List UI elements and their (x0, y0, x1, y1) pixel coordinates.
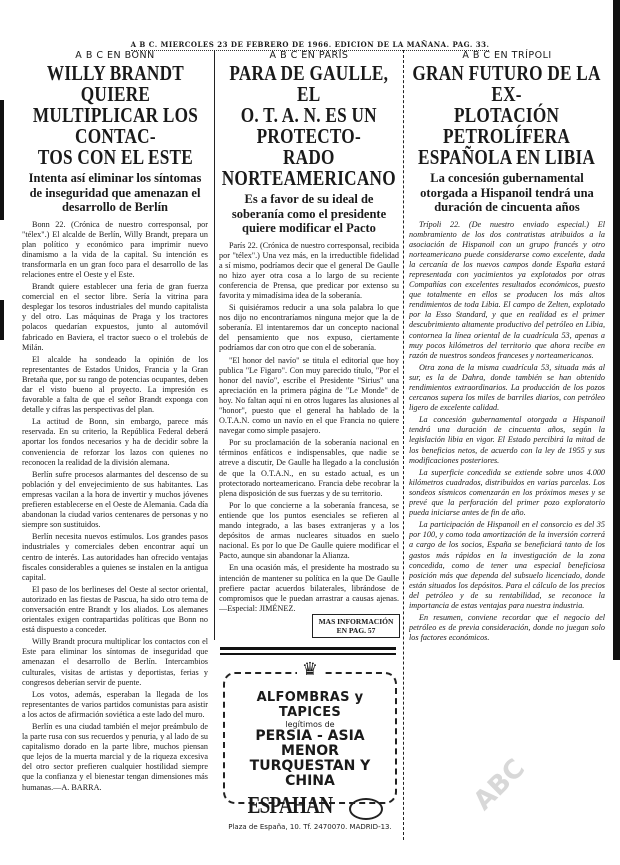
paragraph: Willy Brandt procura multiplicar los contactos con el Este para eliminar los síntomas de inseguridad que amenazan el desarrollo de Berlín. Intercambios culturales, visitas de artistas y deportistas, ferias y congresos deberían servir de puente. (22, 637, 208, 687)
divider-rule (220, 653, 396, 655)
paragraph: La participación de Hispanoil en el consorcio es del 35 por 100, y como toda amortización de la inversión correrá a cargo de los socios, España se beneficiará tanto de los gastos más rápidos en la investigación de la zona concedida, como de tener una especial beneficiosa posición más que dependa del subsuelo licenciado, donde están situados los depósitos. Para el cálculo de los precios del petróleo y de su rentabilidad, se reconoce la importancia de estas ventajas para nuestra industria. (409, 520, 605, 610)
article-headline (219, 63, 399, 189)
scan-edge-right (613, 0, 620, 660)
ad-line: TURQUESTAN Y CHINA (249, 758, 371, 789)
paragraph: Berlín sufre procesos alarmantes del descenso de su población y del envejecimiento de sus habitantes. Las empresas vacilan a la hora de invertir y muchos jóvenes prefieren establecerse en el Oeste de Alemania. Cada día abandonan la ciudad varios centenares de personas y no siempre son sustituidos. (22, 469, 208, 530)
article-bonn (22, 50, 208, 852)
headline-line: PARA DE GAULLE, EL (229, 61, 389, 106)
scan-edge-left (0, 100, 4, 220)
headline-line: RADO NORTEAMERICANO (221, 145, 397, 190)
headline-line: O. T. A. N. ES UN PROTECTO- (240, 103, 378, 148)
ad-line: ALFOMBRAS y TAPICES (256, 690, 364, 720)
article-subhead: Es a favor de su ideal de soberanía como el presidente quiere modificar el Pacto (231, 192, 387, 235)
column-divider (214, 50, 215, 640)
divider-rule (220, 647, 396, 650)
headline-line: GRAN FUTURO DE LA EX- (412, 61, 602, 106)
article-tripoli (409, 50, 605, 865)
paragraph: En una ocasión más, el presidente ha mostrado su intención de mantener su política en la que De Gaulle prefiere pactar acuerdos bilaterales, librándose de compromisos que le puedan arrastrar a causas ajenas.—Especial: JIMÉNEZ. (219, 563, 399, 613)
article-body (219, 241, 399, 666)
paragraph: Si quisiéramos reducir a una sola palabra lo que nos dijo no encontraríamos ninguna mejor que la de soberanía. El intentaremos dar un concepto nacional del pensamiento que nos expuso, ciertamente podríamos dar con otro que con el de soberanía. (219, 303, 399, 353)
paragraph: Otra zona de la misma cuadrícula 53, situada más al sur, es la de Dahra, donde también se han obtenido rendimientos extraordinarios. La producción de los pozos cercanos supera los miles de barriles diarios, con petróleo ligero de excelente calidad. (409, 362, 605, 413)
section-label: A B C EN TRÍPOLI (462, 50, 552, 61)
abc-watermark: ABC (468, 753, 531, 817)
paragraph: Bonn 22. (Crónica de nuestro corresponsal, por "télex".) El alcalde de Berlín, Willy Brandt, prepara un plan político y económico para imprimir nuevo dinamismo a la vida de la capital. Su intención es transformarla en un gran foco para el desarrollo de las relaciones entre el Oeste y el Este. (22, 219, 208, 279)
article-subhead: Intenta así eliminar los síntomas de inseguridad que amenazan el desarrollo de Berlín (28, 171, 202, 214)
paragraph: Los votos, además, esperaban la llegada de los representantes de varios partidos comunistas para asistir a los actos de afirmación soviética a este lado del muro. (22, 689, 208, 719)
headline-line: WILLY BRANDT QUIERE (46, 61, 184, 106)
scan-edge-left (0, 300, 4, 340)
headline-line: ESPAÑOLA EN LIBIA (418, 145, 596, 169)
paragraph: Por lo que concierne a la soberanía francesa, se entiende que los puntos esenciales se refieren al mando integrado, a las bases extranjeras y a los depósitos de armas nucleares situados en suelo nacional. Es por lo que De Gaulle quiere modificar el Pacto, aunque sin abandonar la Alianza. (219, 500, 399, 561)
paragraph: La actitud de Bonn, sin embargo, parece más reservada. En su criterio, la República Federal deberá aportar los fondos necesarios y ha de decidir sobre la conveniencia de reforzar los lazos con quienes no reconocen la realidad de la división alemana. (22, 417, 208, 467)
more-info-box: MAS INFORMACIÓN EN PAG. 57 (312, 614, 400, 638)
article-paris (219, 50, 399, 666)
article-subhead: La concesión gubernamental otorgada a Hispanoil tendrá una duración de cincuenta años (420, 171, 594, 214)
ad-line: legítimos de (285, 720, 335, 729)
paragraph: El paso de los berlineses del Oeste al sector oriental, autorizado en las fiestas de Pascua, ha sido otro tema de conversación entre Brandt y los aliados. Los alemanes orientales exigen contrapartidas políticas que Bonn no está dispuesto a conceder. (22, 584, 208, 635)
paragraph: Trípoli 22. (De nuestro enviado especial.) El nombramiento de los dos contratistas atribuidos a la asociación de Hispanoil con un grupo francés y otro norteamericano puede considerarse como excelente, dada la cercanía de los nuevos campos donde España estará representada con yacimientos ya explotados por otras Compañías con excelentes resultados económicos, puesto que totalmente en ellos se producen los más altos rendimientos de toda Libia. El campo de Zelten, explotado por la Esso Standard, y que en realidad es el primer descubrimiento altamente productivo del petróleo en Libia, contornea la línea oriental de la cuadrícula 53, apenas a muy pocos kilómetros del territorio que ahora recibe en razón de nuestros sondeos franceses y norteamericanos. (409, 219, 605, 360)
paragraph: París 22. (Crónica de nuestro corresponsal, recibida por "télex".) Una vez más, en la irreductible fidelidad a sí mismo, podríamos decir que el general De Gaulle no hizo ayer otra cosa a lo largo de su reciente conferencia de Prensa, que predicar por extenso su favorita y mimadísima idea de la soberanía. (219, 240, 399, 300)
ad-address: Plaza de España, 10. Tf. 2470070. MADRID-13. (228, 823, 392, 831)
paragraph: La superficie concedida se extiende sobre unos 4.000 kilómetros cuadrados, distribuidos en varias parcelas. Los sondeos sísmicos comenzarán en los próximos meses y se prevé que la perforación del primer pozo exploratorio pueda iniciarse antes de fin de año. (409, 467, 605, 518)
advertisement (223, 659, 397, 831)
headline-line: TOS CON EL ESTE (37, 145, 193, 169)
article-headline (409, 63, 605, 168)
article-body (22, 220, 208, 852)
paragraph: En resumen, conviene recordar que el negocio del petróleo es de previa consideración, donde no juegan solo los factores económicos. (409, 613, 605, 643)
paragraph: Por su proclamación de la soberanía nacional en términos enfáticos e indispensables, que nadie se atreve a discutir, De Gaulle ha llegado a la conclusión de que la O.T.A.N., en su estado actual, es un protectorado norteamericano. Francia debe recobrar la plena disposición de sus fuerzas y de su territorio. (219, 438, 399, 498)
page-masthead (0, 40, 620, 49)
masthead-text: A B C. MIERCOLES 23 DE FEBRERO DE 1966. EDICION DE LA MAÑANA. PAG. 33. (130, 40, 490, 49)
section-label: A B C EN BONN (75, 50, 155, 61)
headline-line: MULTIPLICAR LOS CONTAC- (32, 103, 198, 148)
section-label: A B C EN PARÍS (269, 50, 349, 61)
paragraph: Berlín es una ciudad también el mejor preámbulo de la parte rusa con sus recuerdos y penuria, y al lado de su capitalismo dorado en la parte libre, muchos piensan que lejos de la muerta marcial y de la riqueza excesiva del otro sector prefieren cualquier hostilidad siempre que la confianza y el bienestar tengan dimensiones más humanas.—A. BARRA. (22, 722, 208, 792)
emblem-icon (349, 798, 383, 820)
ad-brand-logo: ESPAHAN (247, 793, 333, 819)
paragraph: Berlín necesita nuevos estímulos. Los grandes pasos industriales y comerciales deben encontrar aquí un centro de interés. Las autoridades han ofrecido ventajas fiscales considerables a quienes se instalen en la antigua capital. (22, 532, 208, 582)
ad-line: PERSIA - ASIA MENOR (255, 728, 365, 759)
paragraph: El alcalde ha sondeado la opinión de los representantes de Estados Unidos, Francia y la Gran Bretaña que, por su rango de potencias ocupantes, deben dar el visto bueno al proyecto. La impresión es favorable a falta de que el señor Brandt exponga con detalle y cifras las perspectivas del plan. (22, 354, 208, 415)
paragraph: La concesión gubernamental otorgada a Hispanoil tendrá una duración de cincuenta años, según la legislación libia en vigor. El Estado percibirá la mitad de los beneficios netos, de acuerdo con la ley de 1955 y sus modificaciones posteriores. (409, 415, 605, 465)
paragraph: Brandt quiere establecer una feria de gran fuerza comercial en el sector libre. Sería la vitrina para desplegar los tesoros industriales del mundo capitalista y del otro. Las máquinas de Praga y los tractores polacos quedarían expuestos, junto al automóvil fabricado en Baviera, el tractor sueco o el trolebús de Milán. (22, 282, 208, 352)
headline-line: PLOTACIÓN PETROLÍFERA (443, 103, 571, 148)
paragraph: "El honor del navío" se titula el editorial que hoy publica "Le Figaro". Con muy parecido título, "Por el honor del navío", escribe el Presidente "Sirius" una apreciación en la primera página de "Le Monde" de hoy. No faltan aquí ni en otros lugares las alusiones al "honor", puesto que el general ha hablado de la O.T.A.N. como un navío en el que Francia no quiere navegar como simple pasajero. (219, 355, 399, 436)
column-divider (403, 50, 404, 840)
crown-icon: ♛ (297, 660, 323, 680)
article-headline (22, 63, 208, 168)
